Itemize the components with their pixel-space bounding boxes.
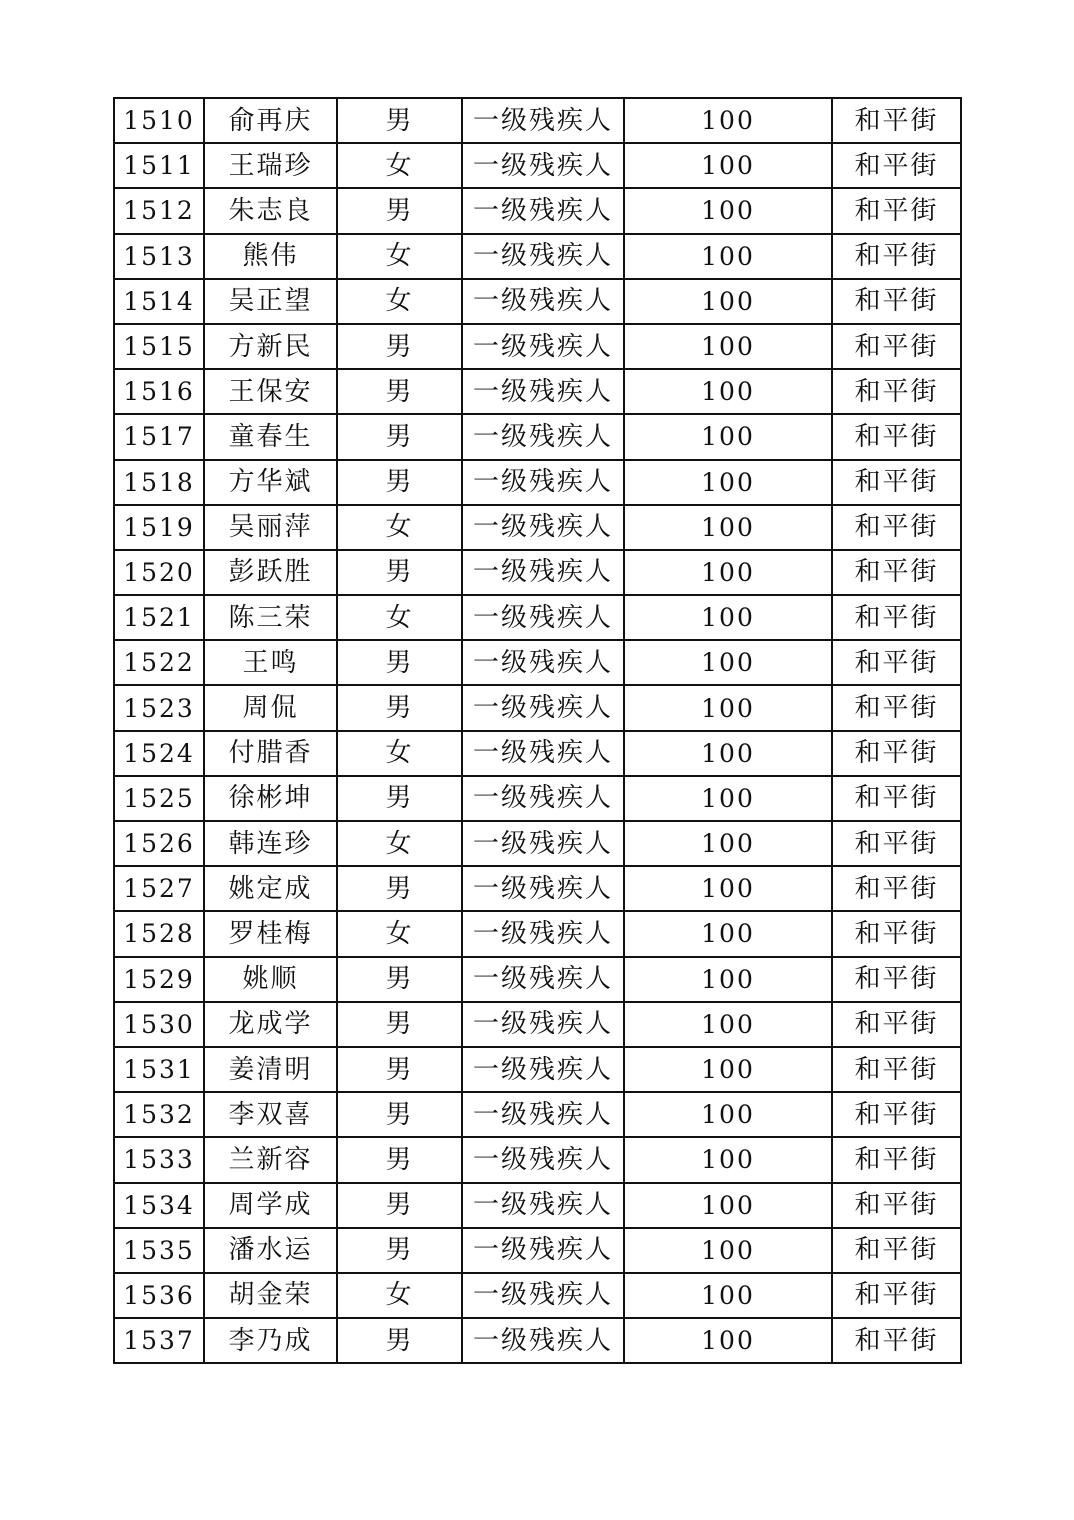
cell-id: 1513 <box>114 234 204 279</box>
cell-amount: 100 <box>624 1273 832 1318</box>
cell-name: 胡金荣 <box>204 1273 337 1318</box>
cell-category: 一级残疾人 <box>462 957 624 1002</box>
table-row <box>114 685 961 730</box>
cell-name: 王瑞珍 <box>204 143 337 188</box>
table-row <box>114 143 961 188</box>
cell-street: 和平街 <box>832 1273 961 1318</box>
table-row <box>114 1273 961 1318</box>
cell-id: 1530 <box>114 1002 204 1047</box>
cell-name: 姚定成 <box>204 866 337 911</box>
cell-gender: 女 <box>337 279 462 324</box>
table-row <box>114 324 961 369</box>
cell-street: 和平街 <box>832 369 961 414</box>
cell-gender: 男 <box>337 324 462 369</box>
cell-name: 姜清明 <box>204 1047 337 1092</box>
cell-street: 和平街 <box>832 234 961 279</box>
cell-name: 罗桂梅 <box>204 911 337 956</box>
cell-id: 1514 <box>114 279 204 324</box>
cell-id: 1524 <box>114 731 204 776</box>
table-body <box>114 98 961 1363</box>
cell-street: 和平街 <box>832 866 961 911</box>
cell-category: 一级残疾人 <box>462 234 624 279</box>
cell-gender: 男 <box>337 460 462 505</box>
cell-amount: 100 <box>624 776 832 821</box>
cell-id: 1523 <box>114 685 204 730</box>
cell-id: 1521 <box>114 595 204 640</box>
cell-id: 1515 <box>114 324 204 369</box>
cell-amount: 100 <box>624 505 832 550</box>
cell-id: 1529 <box>114 957 204 1002</box>
cell-category: 一级残疾人 <box>462 98 624 143</box>
table-row <box>114 1183 961 1228</box>
beneficiary-table <box>113 97 962 1364</box>
cell-name: 姚顺 <box>204 957 337 1002</box>
cell-gender: 男 <box>337 1318 462 1363</box>
cell-id: 1537 <box>114 1318 204 1363</box>
cell-name: 方华斌 <box>204 460 337 505</box>
cell-amount: 100 <box>624 821 832 866</box>
cell-category: 一级残疾人 <box>462 414 624 459</box>
cell-id: 1531 <box>114 1047 204 1092</box>
cell-gender: 男 <box>337 776 462 821</box>
cell-name: 吴丽萍 <box>204 505 337 550</box>
cell-id: 1517 <box>114 414 204 459</box>
cell-id: 1520 <box>114 550 204 595</box>
table-row <box>114 1228 961 1273</box>
cell-name: 熊伟 <box>204 234 337 279</box>
cell-amount: 100 <box>624 911 832 956</box>
table-row <box>114 1002 961 1047</box>
cell-amount: 100 <box>624 1002 832 1047</box>
cell-street: 和平街 <box>832 324 961 369</box>
cell-category: 一级残疾人 <box>462 1137 624 1182</box>
cell-amount: 100 <box>624 1092 832 1137</box>
cell-street: 和平街 <box>832 595 961 640</box>
table-row <box>114 369 961 414</box>
cell-name: 李乃成 <box>204 1318 337 1363</box>
cell-id: 1532 <box>114 1092 204 1137</box>
cell-id: 1518 <box>114 460 204 505</box>
cell-amount: 100 <box>624 369 832 414</box>
cell-id: 1511 <box>114 143 204 188</box>
cell-amount: 100 <box>624 640 832 685</box>
table-row <box>114 1318 961 1363</box>
table-row <box>114 1137 961 1182</box>
cell-gender: 男 <box>337 1002 462 1047</box>
cell-category: 一级残疾人 <box>462 143 624 188</box>
cell-amount: 100 <box>624 234 832 279</box>
cell-amount: 100 <box>624 1047 832 1092</box>
table-row <box>114 279 961 324</box>
table-row <box>114 550 961 595</box>
cell-street: 和平街 <box>832 460 961 505</box>
cell-street: 和平街 <box>832 414 961 459</box>
table-row <box>114 957 961 1002</box>
cell-amount: 100 <box>624 324 832 369</box>
cell-gender: 男 <box>337 1092 462 1137</box>
cell-amount: 100 <box>624 1183 832 1228</box>
cell-gender: 男 <box>337 369 462 414</box>
cell-name: 吴正望 <box>204 279 337 324</box>
cell-name: 陈三荣 <box>204 595 337 640</box>
cell-id: 1533 <box>114 1137 204 1182</box>
cell-category: 一级残疾人 <box>462 731 624 776</box>
cell-name: 朱志良 <box>204 188 337 233</box>
cell-category: 一级残疾人 <box>462 369 624 414</box>
cell-gender: 女 <box>337 731 462 776</box>
cell-amount: 100 <box>624 1318 832 1363</box>
cell-category: 一级残疾人 <box>462 1228 624 1273</box>
cell-gender: 女 <box>337 234 462 279</box>
cell-id: 1534 <box>114 1183 204 1228</box>
cell-amount: 100 <box>624 1137 832 1182</box>
cell-category: 一级残疾人 <box>462 1273 624 1318</box>
cell-street: 和平街 <box>832 98 961 143</box>
cell-street: 和平街 <box>832 1092 961 1137</box>
cell-street: 和平街 <box>832 550 961 595</box>
cell-name: 龙成学 <box>204 1002 337 1047</box>
cell-category: 一级残疾人 <box>462 188 624 233</box>
cell-gender: 女 <box>337 1273 462 1318</box>
cell-amount: 100 <box>624 731 832 776</box>
cell-street: 和平街 <box>832 911 961 956</box>
cell-street: 和平街 <box>832 640 961 685</box>
cell-id: 1516 <box>114 369 204 414</box>
cell-street: 和平街 <box>832 685 961 730</box>
cell-amount: 100 <box>624 143 832 188</box>
cell-street: 和平街 <box>832 1137 961 1182</box>
cell-id: 1535 <box>114 1228 204 1273</box>
table-row <box>114 595 961 640</box>
cell-amount: 100 <box>624 550 832 595</box>
cell-id: 1526 <box>114 821 204 866</box>
cell-category: 一级残疾人 <box>462 460 624 505</box>
cell-id: 1510 <box>114 98 204 143</box>
cell-street: 和平街 <box>832 776 961 821</box>
cell-category: 一级残疾人 <box>462 505 624 550</box>
cell-category: 一级残疾人 <box>462 1002 624 1047</box>
cell-gender: 男 <box>337 640 462 685</box>
cell-amount: 100 <box>624 188 832 233</box>
cell-amount: 100 <box>624 957 832 1002</box>
cell-street: 和平街 <box>832 957 961 1002</box>
cell-amount: 100 <box>624 279 832 324</box>
table-row <box>114 731 961 776</box>
table-row <box>114 234 961 279</box>
cell-id: 1522 <box>114 640 204 685</box>
cell-street: 和平街 <box>832 188 961 233</box>
cell-street: 和平街 <box>832 505 961 550</box>
cell-name: 方新民 <box>204 324 337 369</box>
cell-id: 1512 <box>114 188 204 233</box>
cell-id: 1528 <box>114 911 204 956</box>
table-row <box>114 776 961 821</box>
cell-category: 一级残疾人 <box>462 911 624 956</box>
cell-id: 1525 <box>114 776 204 821</box>
cell-gender: 男 <box>337 1228 462 1273</box>
cell-name: 童春生 <box>204 414 337 459</box>
table-row <box>114 821 961 866</box>
cell-name: 兰新容 <box>204 1137 337 1182</box>
cell-category: 一级残疾人 <box>462 866 624 911</box>
cell-amount: 100 <box>624 1228 832 1273</box>
cell-gender: 男 <box>337 1047 462 1092</box>
cell-amount: 100 <box>624 414 832 459</box>
cell-name: 潘水运 <box>204 1228 337 1273</box>
cell-id: 1536 <box>114 1273 204 1318</box>
cell-street: 和平街 <box>832 1318 961 1363</box>
cell-amount: 100 <box>624 685 832 730</box>
cell-gender: 女 <box>337 505 462 550</box>
table-row <box>114 911 961 956</box>
cell-name: 彭跃胜 <box>204 550 337 595</box>
cell-category: 一级残疾人 <box>462 1318 624 1363</box>
cell-name: 付腊香 <box>204 731 337 776</box>
cell-street: 和平街 <box>832 731 961 776</box>
cell-name: 徐彬坤 <box>204 776 337 821</box>
cell-gender: 女 <box>337 821 462 866</box>
cell-amount: 100 <box>624 460 832 505</box>
cell-id: 1527 <box>114 866 204 911</box>
cell-street: 和平街 <box>832 1228 961 1273</box>
cell-gender: 女 <box>337 595 462 640</box>
cell-name: 王保安 <box>204 369 337 414</box>
cell-category: 一级残疾人 <box>462 550 624 595</box>
table-row <box>114 1047 961 1092</box>
cell-gender: 男 <box>337 188 462 233</box>
table-row <box>114 1092 961 1137</box>
table-row <box>114 414 961 459</box>
cell-street: 和平街 <box>832 1047 961 1092</box>
cell-category: 一级残疾人 <box>462 640 624 685</box>
cell-category: 一级残疾人 <box>462 595 624 640</box>
cell-gender: 男 <box>337 685 462 730</box>
cell-gender: 男 <box>337 1183 462 1228</box>
cell-name: 周侃 <box>204 685 337 730</box>
cell-gender: 男 <box>337 1137 462 1182</box>
cell-name: 王鸣 <box>204 640 337 685</box>
cell-amount: 100 <box>624 98 832 143</box>
cell-name: 韩连珍 <box>204 821 337 866</box>
cell-street: 和平街 <box>832 279 961 324</box>
cell-category: 一级残疾人 <box>462 776 624 821</box>
cell-amount: 100 <box>624 595 832 640</box>
cell-amount: 100 <box>624 866 832 911</box>
cell-category: 一级残疾人 <box>462 1092 624 1137</box>
cell-gender: 女 <box>337 911 462 956</box>
cell-name: 周学成 <box>204 1183 337 1228</box>
cell-category: 一级残疾人 <box>462 324 624 369</box>
cell-category: 一级残疾人 <box>462 1047 624 1092</box>
cell-street: 和平街 <box>832 143 961 188</box>
table-row <box>114 460 961 505</box>
cell-street: 和平街 <box>832 821 961 866</box>
table-row <box>114 505 961 550</box>
cell-category: 一级残疾人 <box>462 821 624 866</box>
cell-street: 和平街 <box>832 1002 961 1047</box>
table-row <box>114 640 961 685</box>
cell-category: 一级残疾人 <box>462 685 624 730</box>
table-row <box>114 98 961 143</box>
cell-id: 1519 <box>114 505 204 550</box>
cell-name: 李双喜 <box>204 1092 337 1137</box>
cell-gender: 男 <box>337 414 462 459</box>
cell-gender: 女 <box>337 143 462 188</box>
cell-gender: 男 <box>337 866 462 911</box>
cell-gender: 男 <box>337 550 462 595</box>
table-row <box>114 188 961 233</box>
cell-gender: 男 <box>337 98 462 143</box>
cell-name: 俞再庆 <box>204 98 337 143</box>
cell-category: 一级残疾人 <box>462 1183 624 1228</box>
cell-gender: 男 <box>337 957 462 1002</box>
cell-category: 一级残疾人 <box>462 279 624 324</box>
table-row <box>114 866 961 911</box>
cell-street: 和平街 <box>832 1183 961 1228</box>
